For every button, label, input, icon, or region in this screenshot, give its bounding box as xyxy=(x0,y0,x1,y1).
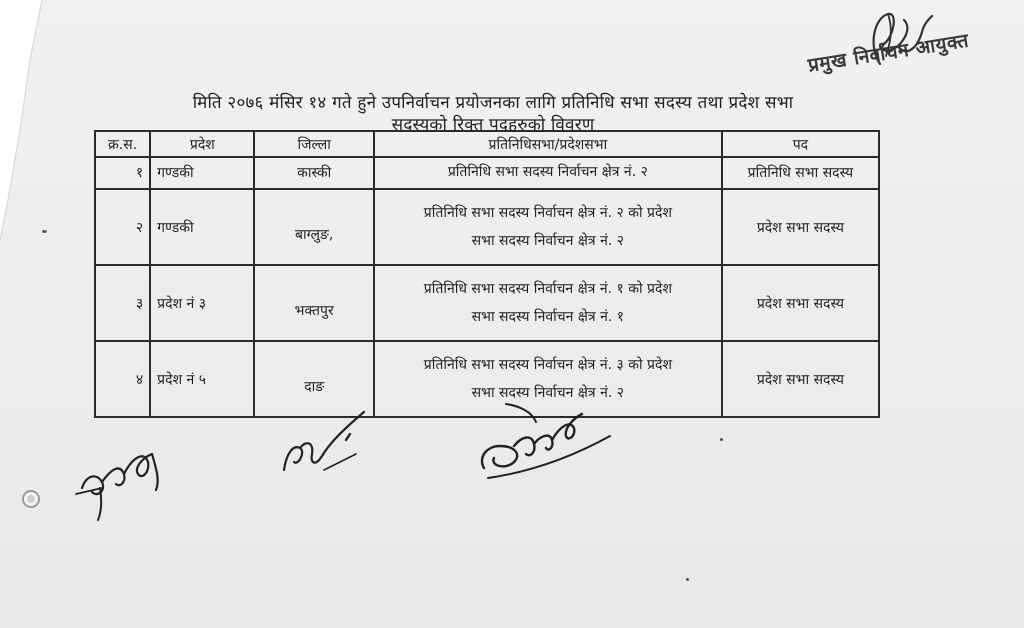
torn-paper-edge xyxy=(0,0,70,628)
cell-constituency xyxy=(374,157,722,189)
constituency-line-2: सभा सदस्य निर्वाचन क्षेत्र नं. २ xyxy=(471,233,625,249)
commissioner-signature-2 xyxy=(276,404,376,484)
title-line-1: मिति २०७६ मंसिर १४ गते हुने उपनिर्वाचन प्रयोजनका लागि प्रतिनिधि सभा सदस्य तथा प्रदेश सभा xyxy=(192,93,794,113)
header-province: प्रदेश xyxy=(150,131,254,157)
cell-serial-number: ३ xyxy=(95,265,150,341)
header-constituency: प्रतिनिधिसभा/प्रदेशसभा xyxy=(374,131,722,157)
cell-post: प्रतिनिधि सभा सदस्य xyxy=(722,157,879,189)
table-header-row xyxy=(95,131,879,157)
constituency-line-2: सभा सदस्य निर्वाचन क्षेत्र नं. १ xyxy=(471,309,625,325)
cell-province: गण्डकी xyxy=(150,157,254,189)
commissioner-signature-3 xyxy=(470,396,620,496)
header-post: पद xyxy=(722,131,879,157)
header-serial-number: क्र.स. xyxy=(95,131,150,157)
constituency-line-1: प्रतिनिधि सभा सदस्य निर्वाचन क्षेत्र नं. २ को प्रदेश xyxy=(423,205,672,221)
cell-constituency xyxy=(374,189,722,265)
constituency-line-1: प्रतिनिधि सभा सदस्य निर्वाचन क्षेत्र नं. ३ को प्रदेश xyxy=(423,357,672,373)
cell-post: प्रदेश सभा सदस्य xyxy=(722,265,879,341)
cell-serial-number: १ xyxy=(95,157,150,189)
constituency-line-1: प्रतिनिधि सभा सदस्य निर्वाचन क्षेत्र नं. २ xyxy=(447,164,648,180)
constituency-line-1: प्रतिनिधि सभा सदस्य निर्वाचन क्षेत्र नं. १ को प्रदेश xyxy=(423,281,672,297)
cell-district: भक्तपुर xyxy=(254,265,373,341)
punch-hole xyxy=(20,488,42,510)
scan-speck xyxy=(42,230,47,233)
cell-constituency xyxy=(374,265,722,341)
cell-post: प्रदेश सभा सदस्य xyxy=(722,341,879,417)
scan-speck xyxy=(720,438,723,441)
cell-district: कास्की xyxy=(254,157,373,189)
vacant-seats-table xyxy=(94,130,880,418)
table-row xyxy=(95,189,879,265)
constituency-line-2: सभा सदस्य निर्वाचन क्षेत्र नं. २ xyxy=(471,385,625,401)
table-row xyxy=(95,157,879,189)
cell-district: दाङ xyxy=(254,341,373,417)
cell-serial-number: ४ xyxy=(95,341,150,417)
title-line-2: सदस्यको रिक्त पदहरुको विवरण xyxy=(391,115,595,135)
scan-speck xyxy=(686,578,689,581)
cell-district: बाग्लुङ, xyxy=(254,189,373,265)
chief-election-commissioner-stamp: प्रमुख निर्वाचन आयुक्त xyxy=(806,29,971,77)
cell-province: गण्डकी xyxy=(150,189,254,265)
table-row xyxy=(95,265,879,341)
header-district: जिल्ला xyxy=(254,131,373,157)
commissioner-signature-top xyxy=(858,6,938,76)
cell-province: प्रदेश नं ५ xyxy=(150,341,254,417)
cell-serial-number: २ xyxy=(95,189,150,265)
commissioner-signature-1 xyxy=(72,428,182,528)
cell-province: प्रदेश नं ३ xyxy=(150,265,254,341)
cell-post: प्रदेश सभा सदस्य xyxy=(722,189,879,265)
